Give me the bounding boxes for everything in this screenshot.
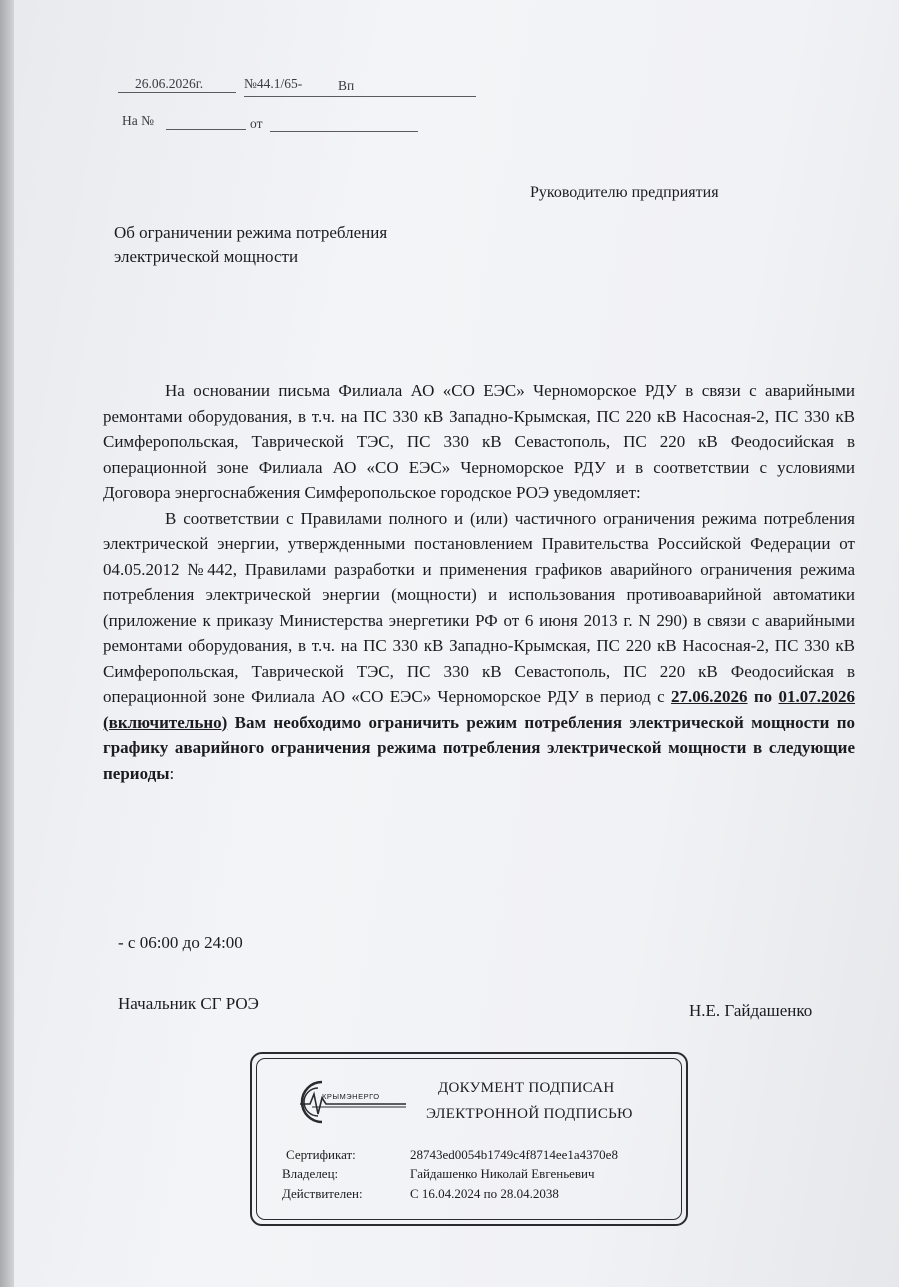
signer-position: Начальник СГ РОЭ: [118, 994, 259, 1013]
stamp-logo-text: КРЫМЭНЕРГО: [322, 1092, 380, 1101]
date-to: 01.07.2026 (включительно): [103, 687, 856, 732]
body-paragraph-2: [103, 506, 855, 787]
krymenergo-logo-icon: [292, 1076, 412, 1126]
valid-label: Действителен:: [282, 1186, 363, 1201]
signer-name: Н.Е. Гайдашенко: [689, 1001, 813, 1020]
e-signature-stamp: [250, 1052, 688, 1226]
cert-value: 28743ed0054b1749c4f8714ee1a4370e8: [410, 1147, 618, 1162]
page-edge-shadow: [0, 0, 14, 1287]
letter-subject: Об ограничении режима потребления электрической мощности: [114, 223, 388, 266]
p2-by: по: [753, 687, 773, 706]
body-paragraph-1: На основании письма Филиала АО «СО ЕЭС» Черноморское РДУ в связи с аварийными ремонтами оборудования, в т.ч. на ПС 330 кВ Западно-Крымская, ПС 220 кВ Насосная-2, ПС 330 кВ Симферопольская, Таврической ТЭС, ПС 330 кВ Севастополь, ПС 220 кВ Феодосийская в операционной зоне Филиала АО «СО ЕЭС» Черноморское РДУ и в соответствии с условиями Договора энергоснабжения Симферопольское городское РОЭ уведомляет:: [103, 381, 855, 502]
p2-end: :: [169, 763, 175, 783]
owner-value: Гайдашенко Николай Евгеньевич: [410, 1166, 595, 1181]
restriction-period: - с 06:00 до 24:00: [118, 933, 243, 952]
p2-bold-text: Вам необходимо ограничить режим потребления электрической мощности по графику аварийного ограничения режима потребления электрической мощности в следующие периоды: [103, 712, 856, 783]
letter-number: №44.1/65-: [244, 76, 303, 91]
letter-body: [103, 378, 855, 786]
letter-date: 26.06.2026г.: [135, 76, 204, 91]
stamp-title-line1: ДОКУМЕНТ ПОДПИСАН: [438, 1080, 615, 1096]
valid-value: С 16.04.2024 по 28.04.2038: [410, 1186, 559, 1201]
ref-label: На №: [122, 113, 154, 128]
addressee: Руководителю предприятия: [530, 184, 719, 201]
ref-underline: [166, 129, 246, 130]
from-underline: [270, 131, 418, 132]
owner-label: Владелец:: [282, 1166, 339, 1181]
p2-text: В соответствии с Правилами полного и (или) частичного ограничения режима потребления электрической энергии, утвержденными постановлением Правительства Российской Федерации от 04.05.2012 №442, Правилами разработки и применения графиков аварийного ограничения режима потребления электрической энергии (мощности) и использования противоаварийной автоматики (приложение к приказу Министерства энергетики РФ от 6 июня 2013 г. N 290) в связи с аварийными ремонтами оборудования, в т.ч. на ПС 330 кВ Западно-Крымская, ПС 220 кВ Насосная-2, ПС 330 кВ Симферопольская, Таврической ТЭС, ПС 330 кВ Севастополь, ПС 220 кВ Феодосийская в операционной зоне Филиала АО «СО ЕЭС» Черноморское РДУ в период с: [103, 508, 855, 706]
stamp-title-line2: ЭЛЕКТРОННОЙ ПОДПИСЬЮ: [426, 1106, 633, 1122]
date-underline: [118, 92, 236, 93]
number-underline: [244, 96, 476, 97]
letter-number-suffix: Вп: [338, 78, 355, 93]
date-from: 27.06.2026: [671, 687, 748, 706]
cert-label: Сертификат:: [286, 1147, 356, 1162]
from-label: от: [250, 116, 263, 131]
